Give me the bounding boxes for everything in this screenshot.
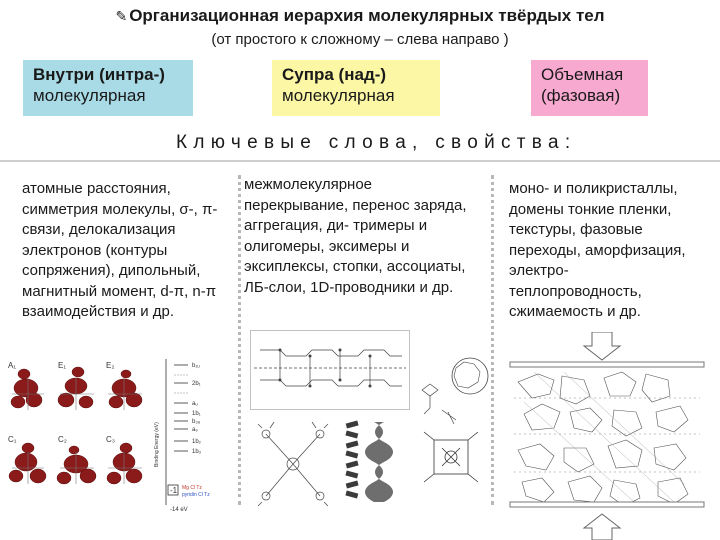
column-line: текстуры, фазовые bbox=[509, 221, 643, 238]
slide-subtitle: (от простого к сложному – слева направо ) bbox=[211, 31, 509, 48]
column-divider-1 bbox=[238, 175, 241, 505]
column-line: атомные расстояния, bbox=[22, 180, 171, 197]
level-label: aᵤ bbox=[192, 401, 198, 407]
column-line: симметрия молекулы, σ-, π- bbox=[22, 200, 218, 218]
energy-level-svg bbox=[152, 355, 222, 515]
stacking-svg bbox=[250, 330, 410, 410]
level-label: 2b₁ bbox=[192, 381, 201, 387]
column-line: аггрегация, ди- тримеры и bbox=[244, 217, 428, 234]
slide-title bbox=[0, 6, 720, 26]
column-line: сопряжения), дипольный, bbox=[22, 262, 201, 279]
level-label: b₃ᵤ bbox=[192, 419, 201, 425]
column-line: сжимаемость и др. bbox=[509, 303, 641, 320]
level-bottom-label: -14 eV bbox=[170, 507, 188, 513]
helix-figure bbox=[340, 418, 404, 504]
category-supra-line1: Супра (над-) bbox=[282, 65, 387, 84]
column-line: взаимодействия и др. bbox=[22, 303, 175, 320]
level-label: 1b₂ bbox=[192, 439, 202, 445]
keywords-heading: Ключевые слова, свойства: bbox=[176, 132, 577, 153]
column-line: переходы, аморфизация, bbox=[509, 241, 686, 259]
dendrimer-svg bbox=[254, 418, 332, 510]
arrow-down-icon bbox=[584, 332, 620, 360]
level-label: b₁ᵤ bbox=[192, 363, 200, 369]
orbital-label: C₁ bbox=[8, 435, 17, 444]
column-supra-text bbox=[244, 175, 486, 298]
orbital-label: C₂ bbox=[58, 435, 67, 444]
orbital-label: E₂ bbox=[106, 361, 115, 370]
arrow-up-icon bbox=[584, 514, 620, 540]
bulk-packing-svg bbox=[504, 332, 710, 540]
column-line: эксиплексы, стопки, ассоциаты, bbox=[244, 258, 466, 275]
column-line: связи, делокализация bbox=[22, 221, 176, 238]
bulk-packing-figure bbox=[504, 332, 710, 540]
category-bulk-line1: Объемная bbox=[541, 65, 624, 84]
column-divider-2 bbox=[491, 175, 494, 505]
category-supra-line2: молекулярная bbox=[282, 86, 395, 105]
category-intra-line1: Внутри (интра-) bbox=[33, 65, 165, 84]
level-label: 1b₃ bbox=[192, 449, 202, 455]
column-line: электро- bbox=[509, 262, 569, 279]
stacking-figure bbox=[250, 330, 410, 410]
column-line: моно- и поликристаллы, bbox=[509, 180, 678, 197]
slide-title-text: Организационная иерархия молекулярных твёрдых тел bbox=[129, 6, 605, 25]
fullerene-figure bbox=[412, 350, 490, 500]
column-line: межмолекулярное bbox=[244, 176, 373, 193]
column-line: электронов (контуры bbox=[22, 241, 168, 259]
column-line: перекрывание, перенос заряда, bbox=[244, 196, 467, 214]
column-line: теплопроводность, bbox=[509, 282, 642, 300]
column-line: олигомеры, эксимеры и bbox=[244, 237, 410, 255]
category-intra-box bbox=[23, 60, 193, 116]
category-intra-line2: молекулярная bbox=[33, 86, 146, 105]
energy-axis-label: Binding Energy (eV) bbox=[154, 422, 160, 467]
category-bulk-box bbox=[531, 60, 648, 116]
orbital-figure bbox=[4, 358, 150, 510]
fullerene-svg bbox=[412, 350, 490, 500]
category-bulk-line2: (фазовая) bbox=[541, 86, 621, 105]
divider-horizontal bbox=[0, 160, 720, 162]
category-supra-box bbox=[272, 60, 440, 116]
legend-item: Mg Cl Tz bbox=[182, 485, 202, 491]
helix-svg bbox=[340, 418, 404, 504]
level-label: 1b₁ bbox=[192, 411, 201, 417]
orbital-figure-svg bbox=[4, 358, 150, 510]
column-bulk-text bbox=[509, 179, 714, 323]
orbital-label: A₁ bbox=[8, 361, 17, 370]
dendrimer-figure bbox=[254, 418, 332, 510]
column-line: домены тонкие пленки, bbox=[509, 200, 672, 218]
level-label: a₉ bbox=[192, 427, 198, 433]
column-line: ЛБ-слои, 1D-проводники и др. bbox=[244, 278, 454, 296]
legend-item: pyridin Cl Tz bbox=[182, 492, 210, 498]
level-box-label: -1 bbox=[170, 486, 178, 495]
pen-icon: ✎ bbox=[115, 8, 128, 24]
orbital-label: E₁ bbox=[58, 361, 67, 370]
column-line: магнитный момент, d-π, n-π bbox=[22, 282, 217, 300]
column-intra-text bbox=[22, 179, 234, 323]
energy-level-figure bbox=[152, 355, 222, 515]
orbital-label: C₃ bbox=[106, 435, 116, 444]
